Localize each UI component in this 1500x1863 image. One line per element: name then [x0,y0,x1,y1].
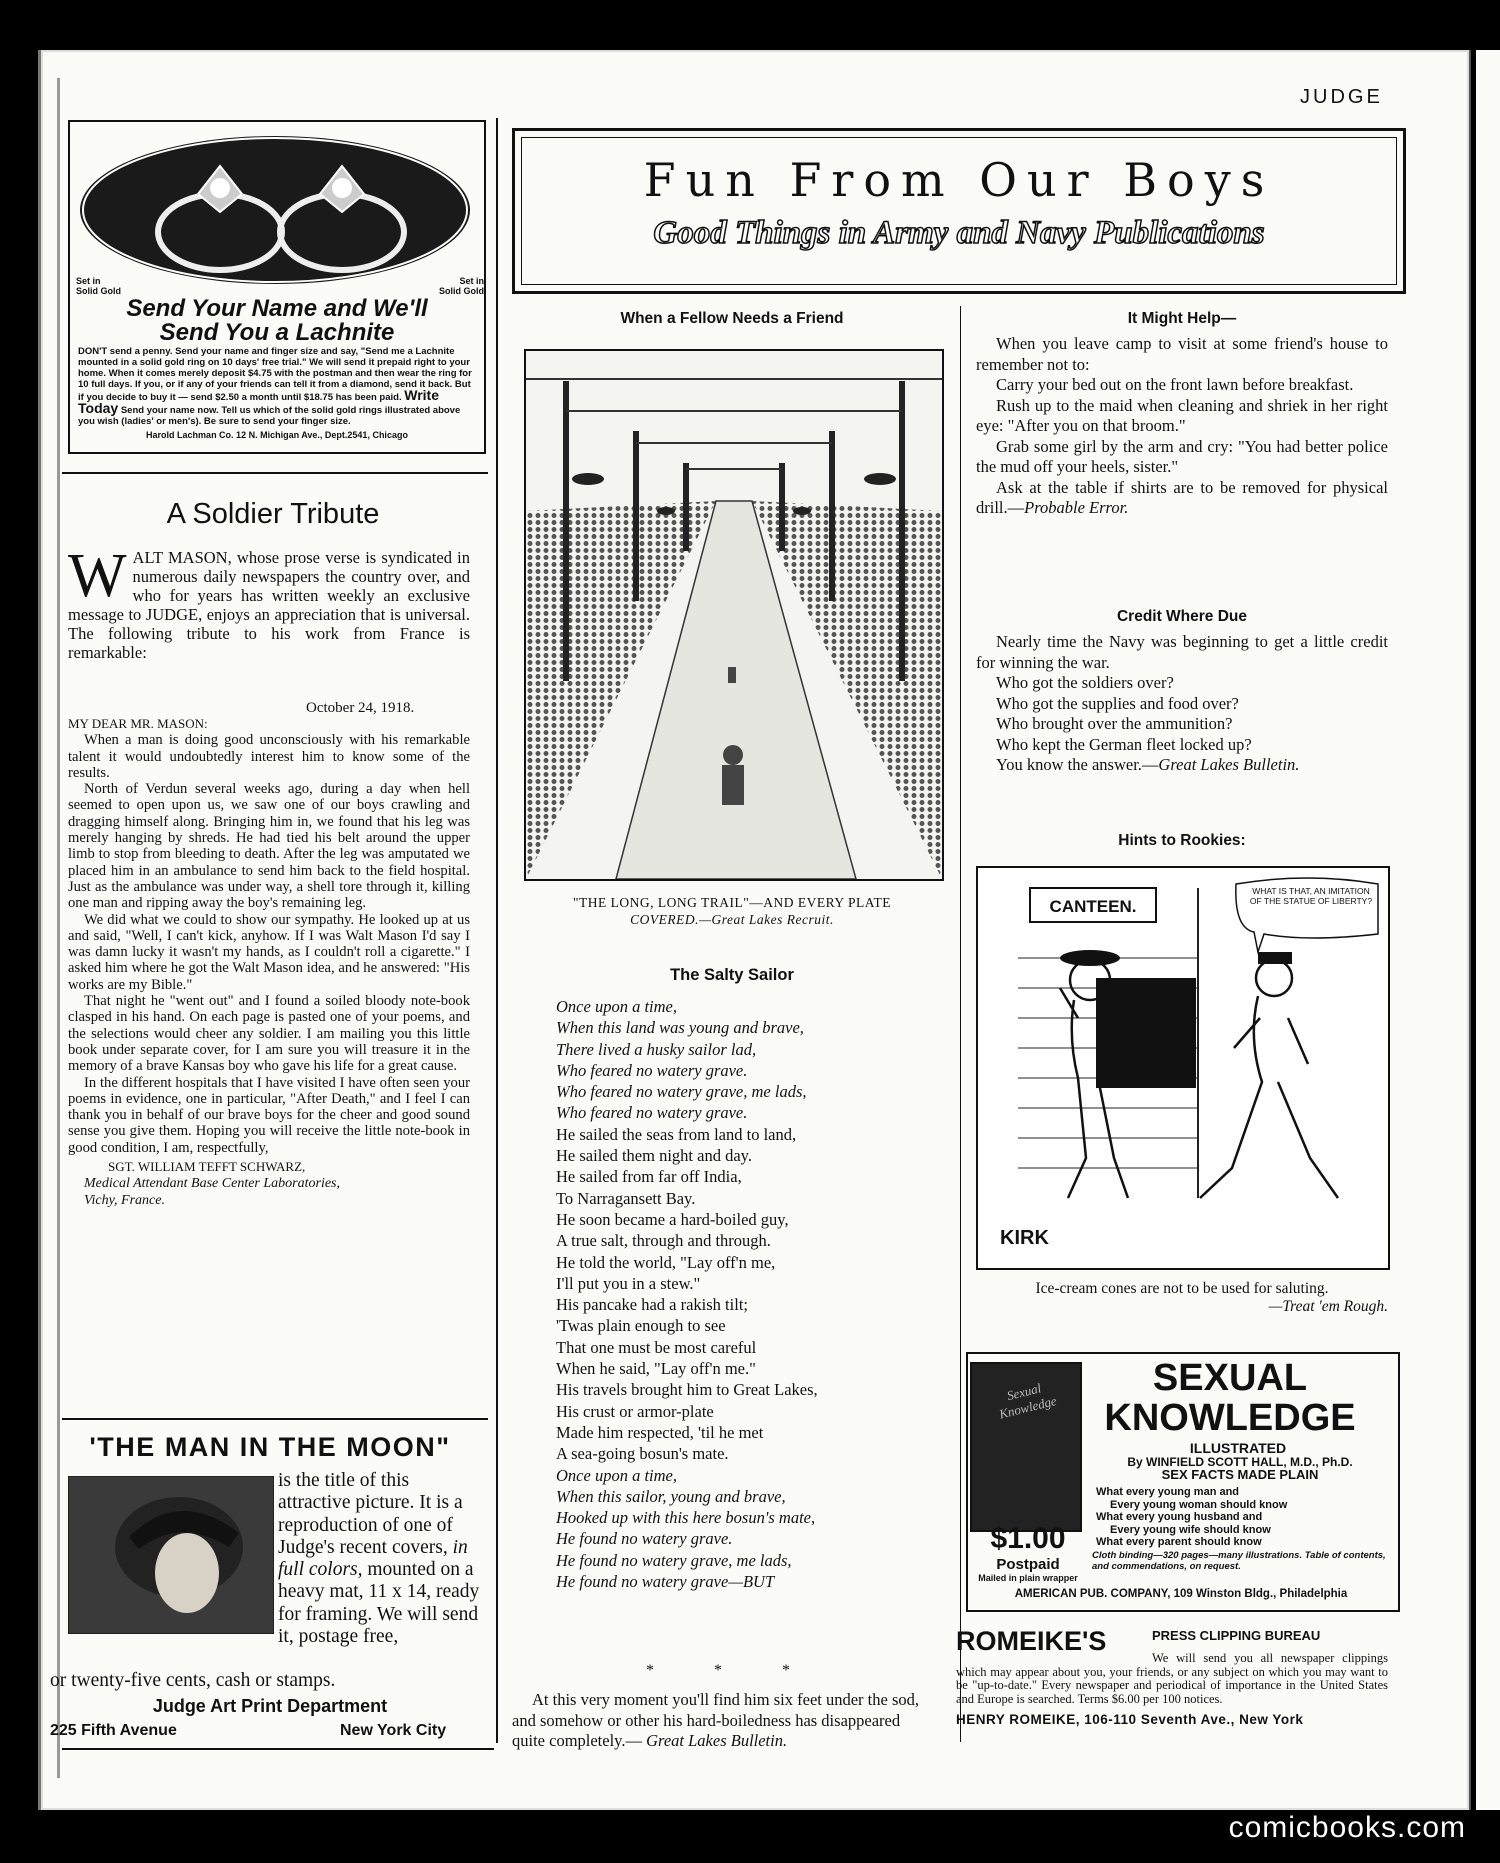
poem-line: 'Twas plain enough to see [556,1316,726,1336]
salutation: MY DEAR MR. MASON: [68,716,208,731]
signature: SGT. WILLIAM TEFFT SCHWARZ, [108,1159,306,1175]
salty-sailor-poem [556,996,956,1592]
section-break-stars: * * * [646,1662,818,1679]
poem-line: A sea-going bosun's mate. [556,1444,729,1464]
signature-place: Vichy, France. [84,1193,165,1209]
poem-line: He found no watery grave. [556,1529,733,1549]
man-in-moon-picture [68,1476,274,1634]
ring-ad-title-2: Send You a Lachnite [159,319,395,346]
poem-line: He sailed them night and day. [556,1146,752,1166]
poem-line: When he said, "Lay off'n me." [556,1359,756,1379]
salty-sailor-heading: The Salty Sailor [670,966,794,984]
canteen-sign: CANTEEN. [1049,897,1137,916]
column-rule-left [496,118,498,1743]
salty-sailor-ending: At this very moment you'll find him six feet under the sod, and somehow or other his hard-boiledness has disappeared quite completely.— Great Lakes Bulletin. [512,1690,920,1750]
lachnite-ring-ad [68,120,486,454]
ring-ad-footer: Harold Lachman Co. 12 N. Michigan Ave., Dept.2541, Chicago [146,430,408,440]
drop-cap: W [68,542,127,610]
rule-before-moon-ad [62,1418,488,1420]
poem-line: Once upon a time, [556,1465,677,1485]
poem-line: His travels brought him to Great Lakes, [556,1380,818,1400]
hints-heading: Hints to Rookies: [1118,832,1246,849]
friend-caption: "THE LONG, LONG TRAIL"—AND EVERY PLATE COVERED.—Great Lakes Recruit. [573,895,891,927]
sex-ad-details: By WINFIELD SCOTT HALL, M.D., Ph.D. SEX FACTS MADE PLAIN [1127,1455,1353,1482]
poem-line: Who feared no watery grave. [556,1103,748,1123]
poem-line: Who feared no watery grave. [556,1060,748,1080]
poem-line: Hooked up with this here bosun's mate, [556,1508,816,1528]
poem-line: Made him respected, 'til he met [556,1422,764,1442]
poem-line: A true salt, through and through. [556,1231,771,1251]
romeike-subtitle: PRESS CLIPPING BUREAU [1152,1628,1321,1643]
poem-line: Who feared no watery grave, me lads, [556,1082,807,1102]
poem-line: He sailed the seas from land to land, [556,1124,797,1144]
ring-ad-title-1: Send Your Name and We'll [126,295,428,322]
fun-from-our-boys-banner [512,128,1406,294]
moon-ad-price: or twenty-five cents, cash or stamps. [50,1670,336,1691]
tribute-intro: W ALT MASON, whose prose verse is syndicated in numerous daily newspapers the country over, and who for years has written weekly an exclusive message to JUDGE, enjoys an appreciation that is universal. The following tribute to his work from France is remarkable: [68,542,470,662]
credit-text: Nearly time the Navy was beginning to get a little credit for winning the war. Who got the soldiers over? Who got the supplies and food over? Who brought over the ammunition? Who kept the German fleet locked up? You know the answer.—Great Lakes Bulletin. [976,632,1388,774]
artist-signature: KIRK [1000,1227,1049,1249]
letter-date: October 24, 1918. [306,700,415,716]
sex-ad-illustrated: ILLUSTRATED [1189,1440,1287,1456]
poem-line: When this sailor, young and brave, [556,1486,786,1506]
column-rule-right [960,306,961,1742]
speech-bubble: WHAT IS THAT, AN IMITATION OF THE STATUE OF LIBERTY? [1249,886,1373,906]
friend-heading: When a Fellow Needs a Friend [620,310,844,327]
binding-edge [57,78,60,1778]
book-illustration: Sexual Knowledge [970,1362,1082,1532]
letter-paragraph: North of Verdun several weeks ago, during a day when hell seemed to open upon us, we saw one of our boys crawling and dragging himself along. Bringing him in, we found that his leg was merely hanging by shreds. He had tied his belt around the upper limb to stop from bleeding to death. After the leg was amputated we placed him in an ambulance to send him back to the field hospital. Just as the ambulance was under way, a shell tore through it, killing one man and ripping away the boy's remaining leg. [68,781,470,912]
sex-ad-binding: Cloth binding—320 pages—many illustrations. Table of contents, and commendations, on request. [1092,1550,1386,1572]
moon-ad-city: New York City [340,1722,447,1739]
masthead: JUDGE [1300,86,1383,108]
might-help-text: When you leave camp to visit at some friend's house to remember not to: Carry your bed out on the front lawn before breakfast. Rush up to the maid when cleaning and shriek in her right eye: "After you on that broom." Grab some girl by the arm and cry: "You had better police the mud off your heels, sister." Ask at the table if shirts are to be removed for physical drill.—Probable Error. [976,334,1388,517]
poem-line: Once upon a time, [556,997,677,1016]
rings-illustration [80,136,470,284]
next-page-edge [1476,50,1500,1810]
rule-after-ring-ad [62,472,488,474]
poem-line: He found no watery grave—BUT [556,1572,775,1592]
sexual-knowledge-ad [968,1356,1394,1606]
moon-ad-dept: Judge Art Print Department [152,1696,388,1716]
poem-line: His crust or armor-plate [556,1401,714,1421]
ring-note-left: Set in Solid Gold [76,276,121,296]
letter-paragraph: When a man is doing good unconsciously with his remarkable talent it would undoubtedly interest him to know some of the results. [68,732,470,781]
tribute-letter [68,716,470,1209]
might-help-heading: It Might Help— [1127,310,1237,327]
credit-heading: Credit Where Due [1116,608,1248,625]
poem-line: I'll put you in a stew." [556,1273,701,1293]
banner-subtitle: Good Things in Army and Navy Publications [653,215,1265,251]
sex-ad-footer: AMERICAN PUB. COMPANY, 109 Winston Bldg., Philadelphia [1014,1588,1348,1600]
sex-ad-price: $1.00 Postpaid Mailed in plain wrapper [978,1522,1078,1583]
poem-line: When this land was young and brave, [556,1018,804,1038]
poem-line: He soon became a hard-boiled guy, [556,1209,789,1229]
sex-ad-list: What every young man and Every young woman should know What every young husband and Every young wife should know What every parent should know [1096,1486,1288,1548]
letter-paragraph: That night he "went out" and I found a soiled bloody note-book clasped in his hand. On each page is pasted one of your poems, and the selections would cheer any soldier. I am mailing you this little book under separate cover, for I am sure you will treasure it in the memory of a brave Kansas boy who gave his life for a great cause. [68,993,470,1075]
letter-paragraph: In the different hospitals that I have visited I have often seen your poems in evidence, one in particular, "After Death," and I feel I can thank you in behalf of our brave boys for the cheer and good sound sense you give them. Hoping you will receive the little note-book in good condition, I am, respectfully, [68,1074,470,1156]
poem-line: His pancake had a rakish tilt; [556,1295,748,1315]
watermark: comicbooks.com [1228,1811,1466,1844]
romeike-address: HENRY ROMEIKE, 106-110 Seventh Ave., New York [956,1712,1304,1727]
tribute-title: A Soldier Tribute [166,498,380,530]
romeike-title: ROMEIKE'S [956,1626,1107,1656]
cartoon-caption: Ice-cream cones are not to be used for saluting. —Treat 'em Rough. [1035,1280,1388,1315]
canteen-cartoon [976,866,1390,1270]
moon-ad-text: is the title of this attractive picture. It is a reproduction of one of Judge's recent covers, in full colors, mounted on a heavy mat, 11 x 14, ready for framing. We will send it, postage free, [278,1470,480,1648]
banner-title: Fun From Our Boys [643,153,1275,207]
signature-title: Medical Attendant Base Center Laboratories, [84,1176,340,1192]
ring-ad-body: DON'T send a penny. Send your name and finger size and say, "Send me a Lachnite mounted in a solid gold ring on 10 days' free trial." We will send it prepaid right to your home. When it comes merely deposit $4.75 with the postman and then wear the ring for 10 full days. If you, or if any of your friends can tell it from a diamond, send it back. But if you decide to buy it — send $2.50 a month until $18.75 has been paid. Write Today Send your name now. Tell us which of the solid gold rings illustrated above you wish (ladies' or men's). Be sure to send your finger size. [78,346,472,427]
poem-line: He found no watery grave, me lads, [556,1550,792,1570]
mess-hall-illustration [524,349,944,881]
moon-ad-address: 225 Fifth Avenue [50,1722,177,1739]
poem-line: To Narragansett Bay. [556,1188,696,1208]
moon-ad-title: 'THE MAN IN THE MOON" [89,1432,451,1462]
poem-line: He sailed from far off India, [556,1167,742,1187]
letter-paragraph: We did what we could to show our sympathy. He looked up at us and said, "Well, I can't kick, anyhow. If I was Walt Mason I'd say I was damn lucky it wasn't my hands, as I couldn't roll a cigarette." I asked him where he got the Walt Mason idea, and he answered: "His works are my Bible." [68,911,470,993]
poem-line: There lived a husky sailor lad, [556,1039,757,1059]
rule-bottom-left [62,1748,494,1750]
poem-line: That one must be most careful [556,1337,757,1357]
poem-line: He told the world, "Lay off'n me, [556,1252,776,1272]
ring-note-right: Set in Solid Gold [439,276,484,296]
sex-ad-title: SEXUAL KNOWLEDGE [1104,1357,1356,1439]
romeike-body: We will send you all newspaper clippings which may appear about you, your friends, or any subject on which you may want to be "up-to-date." Every newspaper and periodical of importance in the United States and Europe is searched. Terms $6.00 per 100 notices. [956,1651,1388,1706]
